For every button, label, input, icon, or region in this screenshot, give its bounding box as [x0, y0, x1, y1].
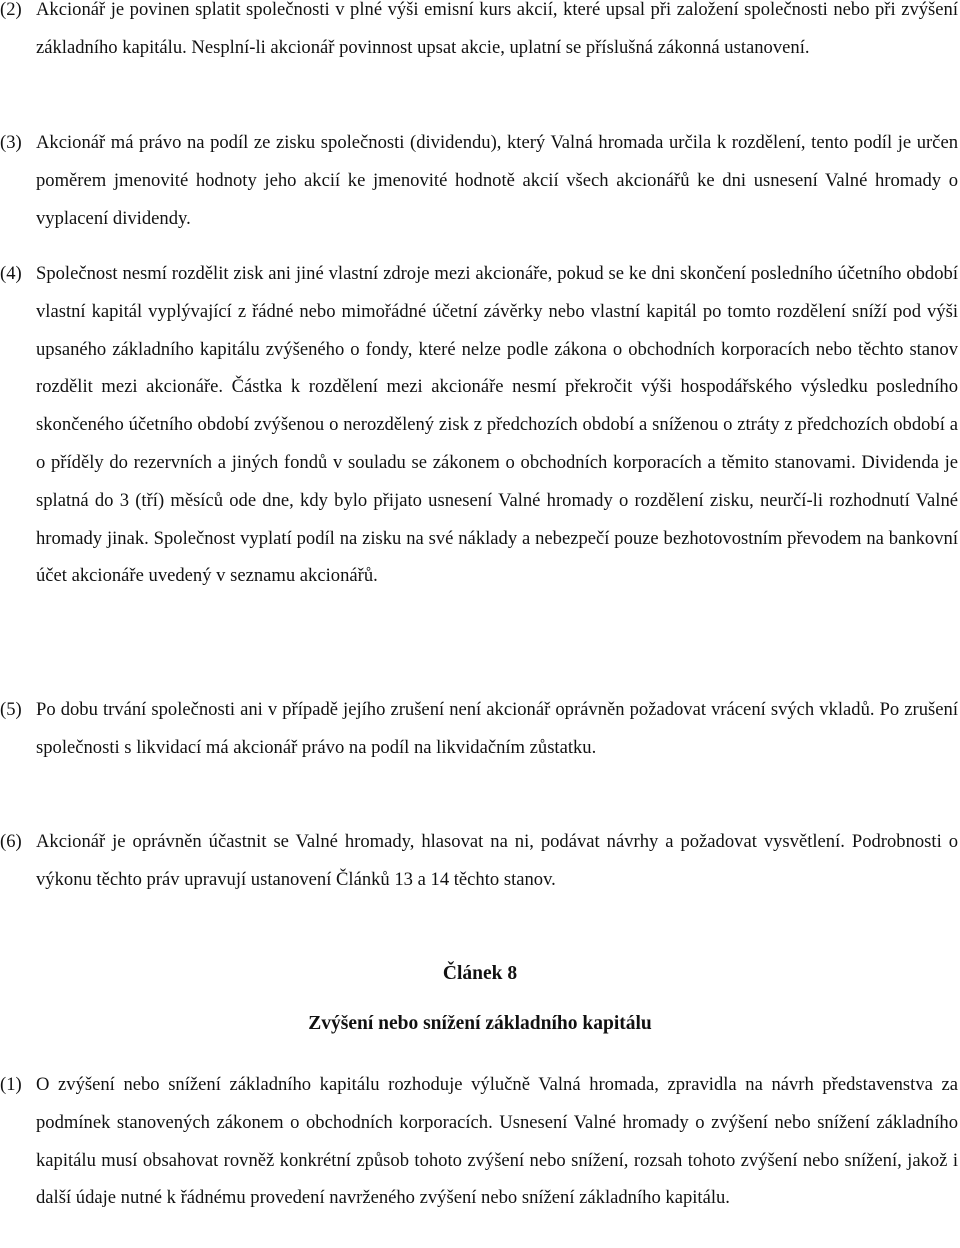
article-title: Článek 8 [442, 963, 518, 984]
paragraph-text: Po dobu trvání společnosti ani v případě jejího zrušení není akcionář oprávněn požadovat vrácení svých vkladů. Po zrušení společnosti s likvidací má akcionář právo na podíl na likvidačním zůstatku. [36, 699, 958, 758]
article-subtitle: Zvýšení nebo snížení základního kapitálu [308, 1013, 652, 1034]
paragraph-2 [0, 0, 960, 67]
paragraph-text: Společnost nesmí rozdělit zisk ani jiné vlastní zdroje mezi akcionáře, pokud se ke dni skončení posledního účetního období vlastní kapitál vyplývající z řádné nebo mimořádné účetní závěrky nebo vlastní kapitál po tomto rozdělení sníží pod výši upsaného základního kapitálu zvýšeného o fondy, které nelze podle zákona o obchodních korporacích nebo těchto stanov rozdělit mezi akcionáře. Částka k rozdělení mezi akcionáře nesmí překročit výši hospodářského výsledku posledního skončeného účetního období zvýšenou o nerozdělený zisk z předchozích období a sníženou o ztráty z předchozích období a o příděly do rezervních a jiných fondů v souladu se zákonem o obchodních korporacích a těmito stanovami. Dividenda je splatná do 3 (tří) měsíců ode dne, kdy bylo přijato usnesení Valné hromady o rozdělení zisku, neurčí-li rozhodnutí Valné hromady jinak. Společnost vyplatí podíl na zisku na své náklady a nebezpečí pouze bezhotovostním převodem na bankovní účet akcionáře uvedený v seznamu akcionářů. [36, 263, 958, 587]
paragraph-3 [0, 124, 960, 237]
paragraph-text: Akcionář je povinen splatit společnosti v plné výši emisní kurs akcií, které upsal při založení společnosti nebo při zvýšení základního kapitálu. Nesplní-li akcionář povinnost upsat akcie, uplatní se příslušná zákonná ustanovení. [36, 0, 958, 58]
paragraph-number: (6) [0, 831, 22, 852]
paragraph-6 [0, 823, 960, 899]
paragraph-text: Akcionář je oprávněn účastnit se Valné hromady, hlasovat na ni, podávat návrhy a požadovat vysvětlení. Podrobnosti o výkonu těchto práv upravují ustanovení Článků 13 a 14 těchto stanov. [36, 831, 958, 890]
paragraph-text: Akcionář má právo na podíl ze zisku společnosti (dividendu), který Valná hromada určila k rozdělení, tento podíl je určen poměrem jmenovité hodnoty jeho akcií ke jmenovité hodnotě akcií všech akcionářů ke dni usnesení Valné hromady o vyplacení dividendy. [36, 132, 958, 229]
paragraph-number: (1) [0, 1074, 22, 1095]
paragraph-number: (2) [0, 0, 22, 20]
paragraph-number: (4) [0, 263, 22, 284]
paragraph-5 [0, 691, 960, 767]
paragraph-number: (5) [0, 699, 22, 720]
paragraph-text: O zvýšení nebo snížení základního kapitálu rozhoduje výlučně Valná hromada, zpravidla na návrh představenstva za podmínek stanovených zákonem o obchodních korporacích. Usnesení Valné hromady o zvýšení nebo snížení základního kapitálu musí obsahovat rovněž konkrétní způsob tohoto zvýšení nebo snížení, rozsah tohoto zvýšení nebo snížení, jakož i další údaje nutné k řádnému provedení navrženého zvýšení nebo snížení základního kapitálu. [36, 1074, 958, 1209]
paragraph-4 [0, 255, 960, 595]
article-paragraph-1 [0, 1066, 960, 1217]
paragraph-number: (3) [0, 132, 22, 153]
